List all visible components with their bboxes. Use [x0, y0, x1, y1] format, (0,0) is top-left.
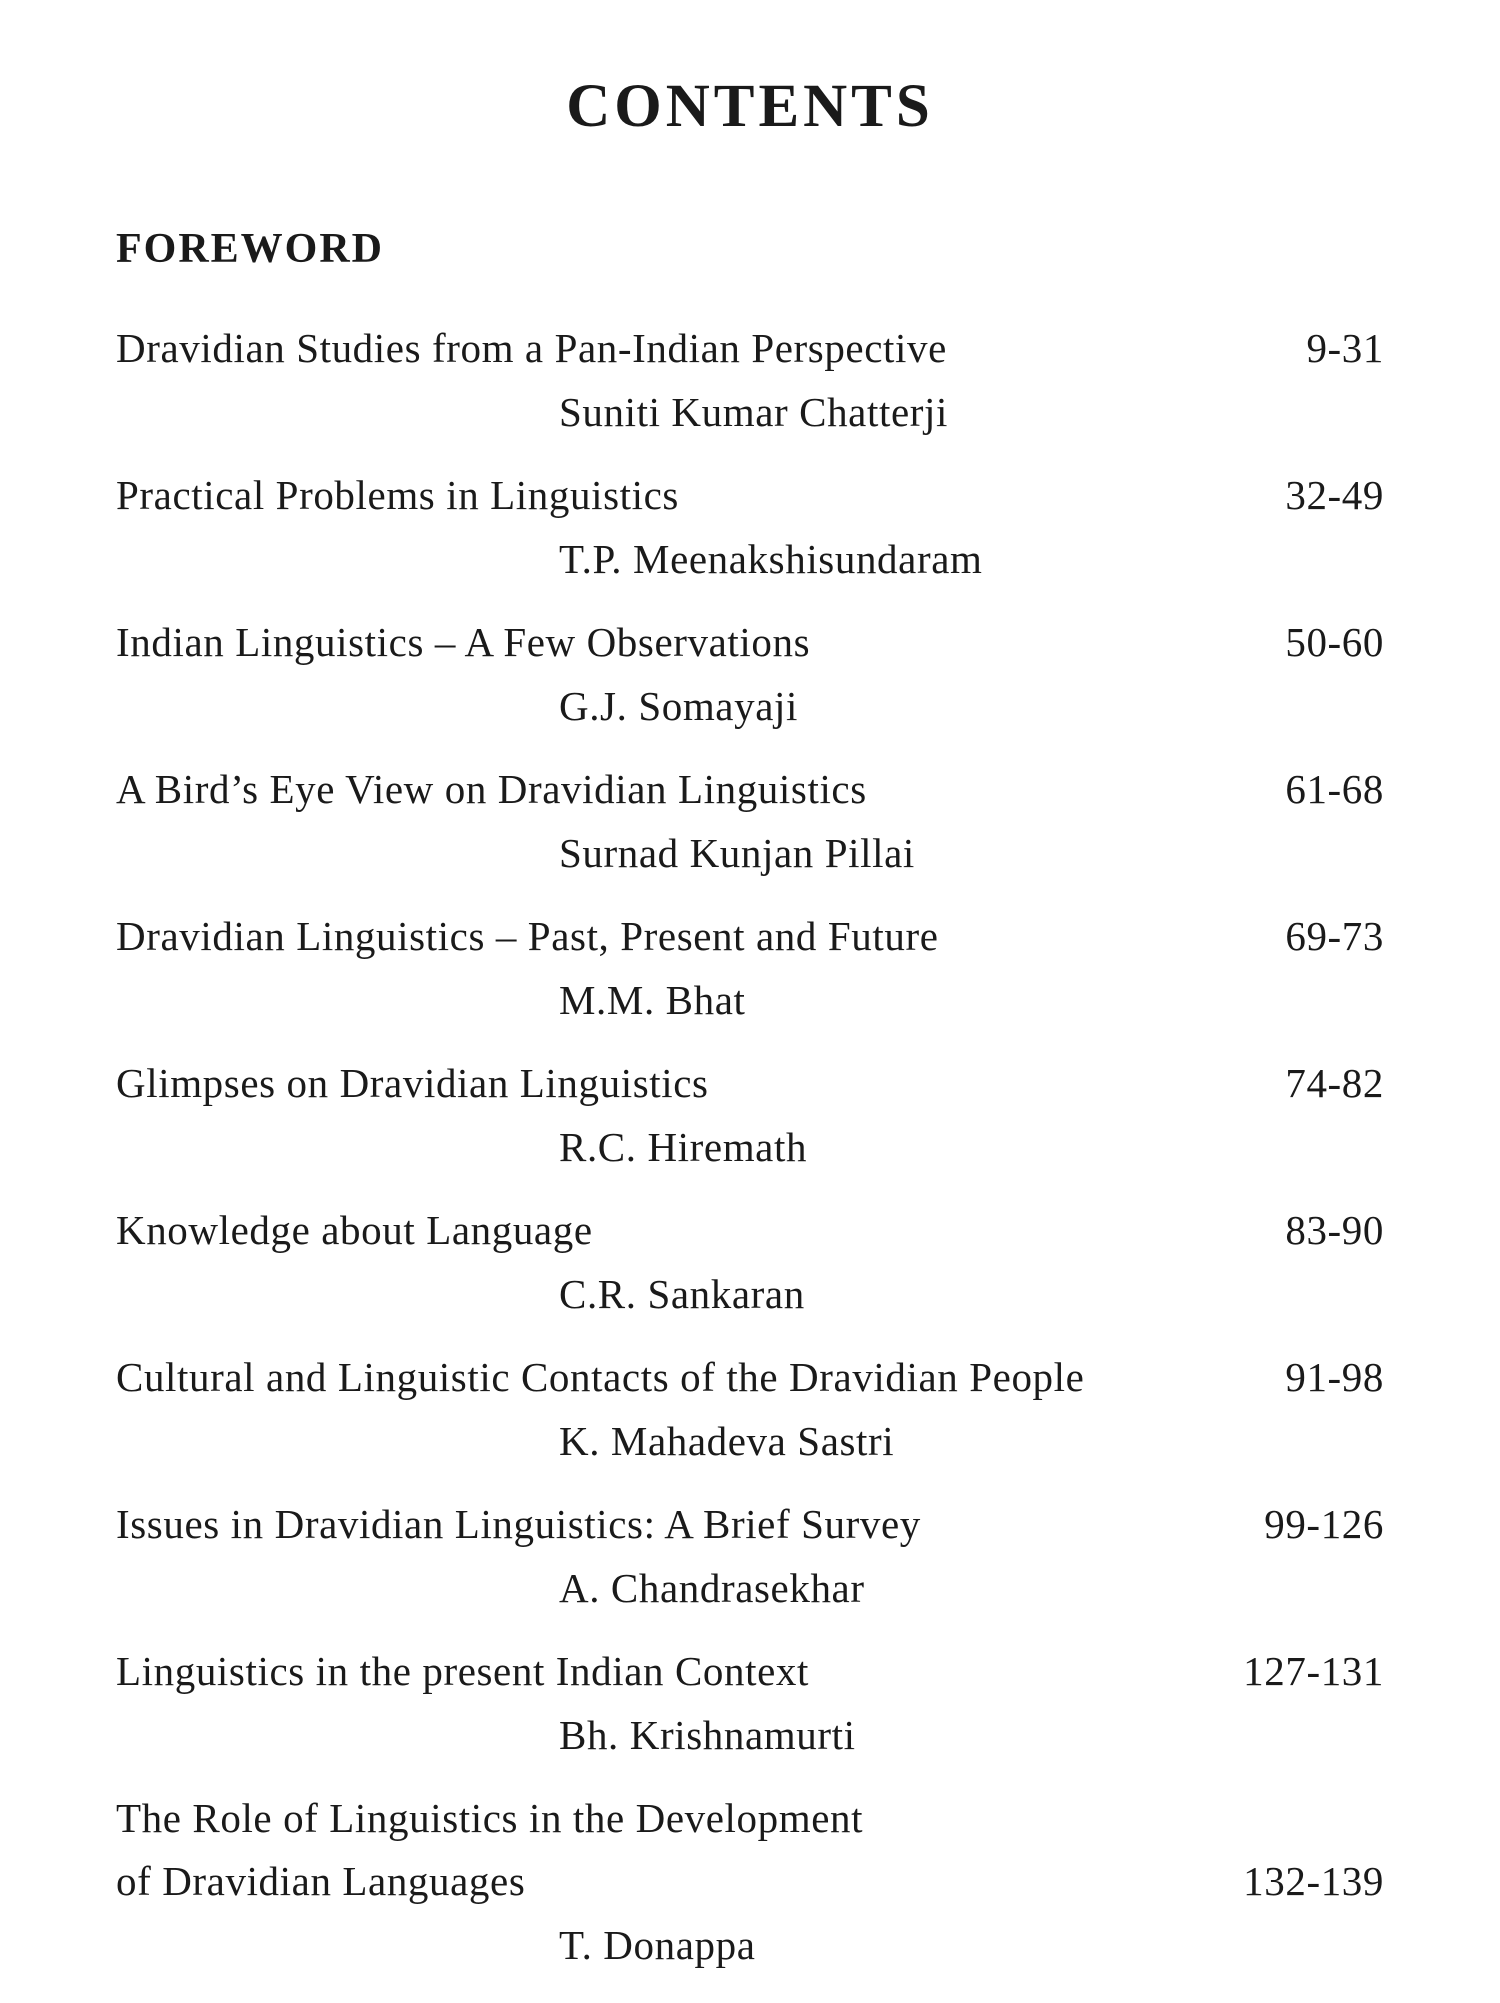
entry-pages: 61-68	[1285, 766, 1384, 812]
entry-title: Dravidian Studies from a Pan-Indian Perspective	[116, 325, 947, 371]
entry-pages: 74-82	[1285, 1060, 1384, 1106]
entry-author: Suniti Kumar Chatterji	[559, 389, 948, 435]
entry-pages: 91-98	[1285, 1354, 1384, 1400]
toc-entry	[116, 911, 1384, 1058]
toc-entry	[116, 1793, 1384, 2003]
page-title: CONTENTS	[566, 73, 934, 140]
entry-title	[116, 1793, 863, 1919]
entry-author: G.J. Somayaji	[559, 683, 798, 729]
entry-pages: 127-131	[1243, 1648, 1384, 1694]
entry-pages: 9-31	[1306, 325, 1384, 371]
entry-title: Issues in Dravidian Linguistics: A Brief Survey	[116, 1501, 921, 1547]
entry-title-line: The Role of Linguistics in the Development	[116, 1795, 864, 1841]
entry-pages: 83-90	[1285, 1207, 1384, 1253]
toc-entry	[116, 470, 1384, 617]
entry-pages: 50-60	[1285, 619, 1384, 665]
entry-author: Surnad Kunjan Pillai	[559, 830, 915, 876]
entry-author: T.P. Meenakshisundaram	[559, 536, 983, 582]
entry-title: Indian Linguistics – A Few Observations	[116, 619, 811, 665]
entry-pages: 32-49	[1285, 472, 1384, 518]
entry-title: Dravidian Linguistics – Past, Present and Future	[116, 913, 939, 959]
toc-entry	[116, 1058, 1384, 1205]
toc-entry	[116, 617, 1384, 764]
entry-pages: 99-126	[1264, 1501, 1384, 1547]
entry-title: Knowledge about Language	[116, 1207, 593, 1253]
entry-author: M.M. Bhat	[559, 977, 746, 1023]
entry-title: Glimpses on Dravidian Linguistics	[116, 1060, 709, 1106]
entry-title: A Bird’s Eye View on Dravidian Linguistics	[116, 766, 867, 812]
toc-entry	[116, 323, 1384, 470]
toc-entry	[116, 1646, 1384, 1793]
entry-title: Cultural and Linguistic Contacts of the Dravidian People	[116, 1354, 1085, 1400]
entry-author: R.C. Hiremath	[559, 1124, 808, 1170]
entry-author: K. Mahadeva Sastri	[559, 1418, 895, 1464]
toc-entry	[116, 1205, 1384, 1352]
toc-entry	[116, 1499, 1384, 1646]
table-of-contents	[116, 323, 1384, 2003]
entry-pages: 132-139	[1243, 1858, 1384, 1904]
toc-entry	[116, 764, 1384, 911]
foreword-heading: FOREWORD	[116, 226, 384, 272]
entry-author: C.R. Sankaran	[559, 1271, 805, 1317]
entry-author: Bh. Krishnamurti	[559, 1712, 856, 1758]
entry-author: A. Chandrasekhar	[559, 1565, 865, 1611]
toc-entry	[116, 1352, 1384, 1499]
entry-pages: 69-73	[1285, 913, 1384, 959]
entry-author: T. Donappa	[559, 1922, 756, 1968]
entry-title: Practical Problems in Linguistics	[116, 472, 679, 518]
entry-title-line: of Dravidian Languages	[116, 1858, 526, 1904]
entry-title: Linguistics in the present Indian Context	[116, 1648, 810, 1694]
